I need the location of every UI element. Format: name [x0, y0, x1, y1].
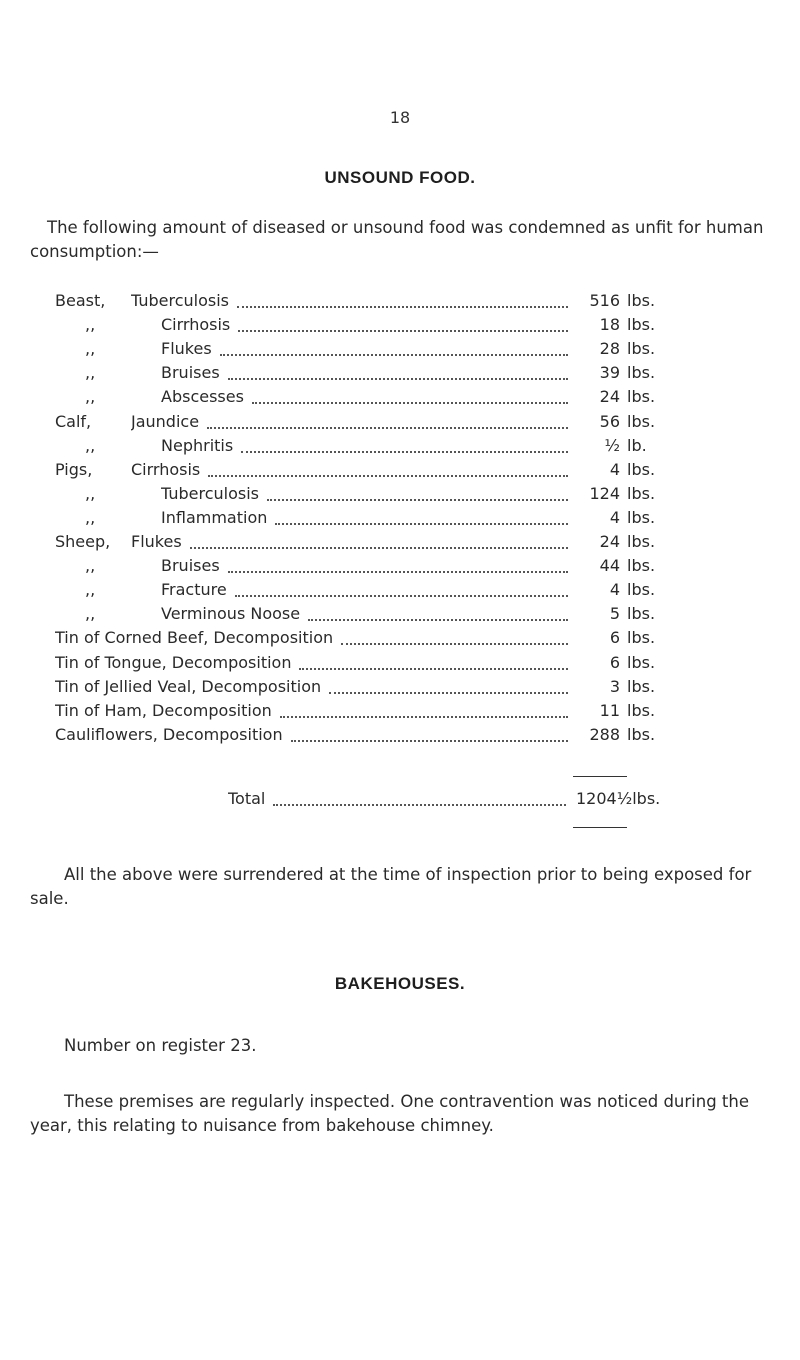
unit: lbs. — [627, 315, 656, 335]
total-label: Total — [228, 789, 266, 808]
animal-label: Sheep, — [55, 532, 111, 551]
table-row — [55, 651, 675, 675]
item-label: Abscesses — [161, 387, 244, 407]
item-label: Fracture — [161, 580, 227, 600]
leader-dots — [220, 342, 568, 356]
item-label: Tuberculosis — [131, 291, 229, 310]
unit: lbs. — [627, 700, 656, 720]
table-row — [55, 313, 675, 337]
leader-dots — [238, 318, 568, 332]
register-count: Number on register 23. — [64, 1036, 257, 1055]
leader-dots — [280, 704, 568, 718]
animal-label: ,, — [85, 339, 96, 359]
animal-label: ,, — [85, 435, 96, 455]
table-row — [55, 410, 675, 434]
item-label: Bruises — [161, 363, 220, 383]
leader-dots — [273, 792, 566, 806]
leader-dots — [190, 535, 568, 549]
unit: lbs. — [627, 387, 656, 407]
item-label: Cirrhosis — [131, 459, 201, 479]
table-row — [55, 434, 675, 458]
quantity: 4 — [609, 580, 620, 600]
page-number: 18 — [389, 108, 411, 127]
quantity: 44 — [599, 556, 620, 576]
item-label: Flukes — [161, 339, 212, 359]
table-row — [55, 289, 675, 313]
leader-dots — [291, 728, 568, 742]
table-row — [55, 554, 675, 578]
item-label: Verminous Noose — [161, 604, 301, 624]
quantity: 6 — [609, 628, 620, 648]
quantity: 11 — [599, 700, 620, 720]
leader-dots — [329, 680, 568, 694]
animal-label: Beast, — [55, 291, 106, 310]
bakehouses-title: BAKEHOUSES. — [334, 974, 466, 993]
quantity: 18 — [599, 315, 620, 335]
leader-dots — [275, 511, 568, 525]
unit: lbs. — [627, 532, 656, 551]
table-row — [55, 626, 675, 650]
item-label: Bruises — [161, 556, 220, 576]
leader-dots — [267, 487, 568, 501]
animal-label: Pigs, — [55, 459, 93, 479]
table-row — [55, 361, 675, 385]
quantity: 516 — [589, 291, 620, 310]
leader-dots — [207, 415, 568, 429]
inspection-note: All the above were surrendered at the time of inspection prior to being exposed for sale. — [30, 865, 752, 908]
table-row — [55, 337, 675, 361]
item-label: Flukes — [131, 532, 182, 551]
item-label: Inflammation — [161, 507, 268, 527]
animal-label: ,, — [85, 315, 96, 335]
bakehouses-paragraph: These premises are regularly inspected. One contravention was noticed during the year, this relating to nuisance from bakehouse chimney. — [30, 1092, 749, 1135]
unit: lbs. — [627, 291, 656, 310]
animal-label: ,, — [85, 507, 96, 527]
leader-dots — [241, 439, 568, 453]
animal-label: ,, — [85, 363, 96, 383]
quantity: 4 — [609, 459, 620, 479]
leader-dots — [341, 631, 568, 645]
item-label: Tin of Jellied Veal, Decomposition — [55, 676, 322, 696]
total-rule-top — [573, 776, 627, 777]
item-label: Tin of Corned Beef, Decomposition — [55, 628, 334, 648]
quantity: 124 — [589, 483, 620, 503]
item-label: Tuberculosis — [161, 483, 259, 503]
unit: lbs. — [627, 724, 656, 744]
item-label: Cauliflowers, Decomposition — [55, 724, 283, 744]
table-row — [55, 530, 675, 554]
table-row — [55, 482, 675, 506]
animal-label: ,, — [85, 604, 96, 624]
leader-dots — [299, 656, 568, 670]
leader-dots — [237, 294, 568, 308]
leader-dots — [208, 463, 568, 477]
unit: lbs. — [627, 580, 656, 600]
page-title: UNSOUND FOOD. — [324, 168, 476, 187]
quantity: 4 — [609, 507, 620, 527]
table-row — [55, 458, 675, 482]
unit: lbs. — [627, 556, 656, 576]
quantity: 28 — [599, 339, 620, 359]
unit: lbs. — [627, 604, 656, 624]
unit: lbs. — [627, 676, 656, 696]
quantity: 288 — [589, 724, 620, 744]
unit: lbs. — [627, 363, 656, 383]
unit: lbs. — [627, 652, 656, 672]
total-rule-bottom — [573, 827, 627, 828]
table-row — [55, 699, 675, 723]
item-label: Jaundice — [131, 411, 200, 431]
item-label: Cirrhosis — [161, 315, 231, 335]
leader-dots — [228, 366, 568, 380]
animal-label: ,, — [85, 556, 96, 576]
unit: lbs. — [627, 483, 656, 503]
table-row — [55, 602, 675, 626]
unit: lbs. — [627, 411, 656, 431]
animal-label: Calf, — [55, 411, 92, 431]
unit: lb. — [627, 435, 647, 455]
quantity: 39 — [599, 363, 620, 383]
table-row — [55, 723, 675, 747]
item-label: Nephritis — [161, 435, 234, 455]
unit: lbs. — [627, 339, 656, 359]
animal-label: ,, — [85, 483, 96, 503]
item-label: Tin of Tongue, Decomposition — [55, 652, 292, 672]
table-row — [55, 675, 675, 699]
item-label: Tin of Ham, Decomposition — [55, 700, 272, 720]
leader-dots — [252, 390, 568, 404]
quantity: 5 — [609, 604, 620, 624]
quantity: ½ — [604, 435, 620, 455]
table-row — [55, 385, 675, 409]
table-row — [55, 506, 675, 530]
leader-dots — [308, 607, 568, 621]
quantity: 56 — [599, 411, 620, 431]
quantity: 6 — [609, 652, 620, 672]
quantity: 24 — [599, 532, 620, 551]
leader-dots — [228, 559, 568, 573]
intro-paragraph: The following amount of diseased or unsound food was condemned as unfit for human consumption:— — [30, 218, 764, 261]
quantity: 24 — [599, 387, 620, 407]
total-value: 1204½lbs. — [576, 789, 661, 808]
leader-dots — [235, 583, 568, 597]
animal-label: ,, — [85, 580, 96, 600]
quantity: 3 — [609, 676, 620, 696]
total-row — [228, 787, 660, 811]
unit: lbs. — [627, 507, 656, 527]
animal-label: ,, — [85, 387, 96, 407]
unit: lbs. — [627, 628, 656, 648]
unit: lbs. — [627, 459, 656, 479]
table-row — [55, 578, 675, 602]
